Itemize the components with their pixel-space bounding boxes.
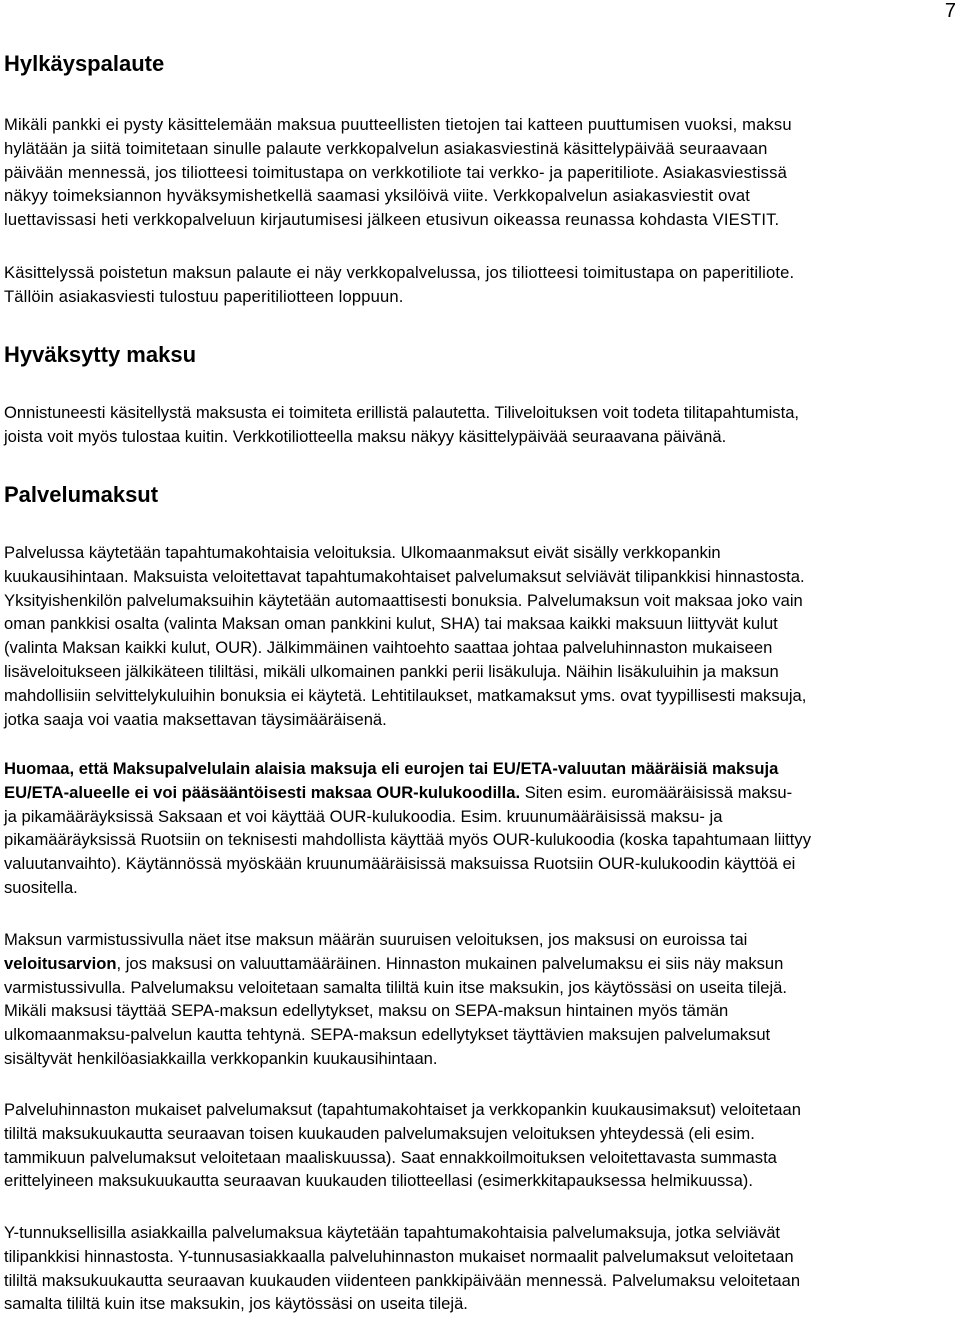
text-line: valuutanvaihto). Käytännössä myöskään kruunumääräisissä maksuissa Ruotsiin OUR-kulukoodin käyttöä ei [4, 854, 796, 874]
text-line: tilipankkisi hinnastosta. Y-tunnusasiakkaalla palveluhinnaston mukaiset normaalit palvelumaksut veloitetaan [4, 1246, 794, 1266]
text-line: varmistussivulla. Palvelumaksu veloitetaan samalta tililtä kuin itse maksukin, jos käytössäsi on useita tilejä. [4, 977, 788, 997]
text-line: Onnistuneesti käsitellystä maksusta ei toimiteta erillistä palautetta. Tiliveloituksen voit todeta tilitapahtumista, [4, 403, 800, 422]
text-line [4, 757, 959, 781]
text-line: joista voit myös tulostaa kuitin. Verkkotiliotteella maksu näkyy käsittelypäivää seuraavana päivänä. [4, 426, 727, 446]
text-line: tililtä maksukuukautta seuraavan toisen kuukauden palvelumaksujen veloituksen yhteydessä (eli esim. [4, 1123, 755, 1143]
text-line: hylätään ja siitä toimitetaan sinulle palaute verkkopalvelun asiakasviestinä käsittelypäivää seuraavaan [4, 138, 768, 158]
text-line: Y-tunnuksellisilla asiakkailla palvelumaksua käytetään tapahtumakohtaisia palvelumaksuja, jotka selviävät [4, 1223, 781, 1242]
text-line: Mikäli pankki ei pysty käsittelemään maksua puutteellisten tietojen tai katteen puuttumisen vuoksi, maksu [4, 115, 792, 134]
text-line: ja pikamääräyksissä Saksaan et voi käyttää OUR-kulukoodia. Esim. kruunumääräisissä maksu- ja [4, 806, 723, 826]
bold-term: veloitusarvion [4, 953, 117, 973]
text-line: näkyy toimeksiannon hyväksymishetkellä saamasi yksilöivä viite. Verkkopalvelun asiakasviestit ovat [4, 186, 751, 206]
text-line: Mikäli maksusi täyttää SEPA-maksun edellytykset, maksu on SEPA-maksun hintainen myös tämän [4, 1001, 729, 1021]
paragraph-palvelumaksut-notice [4, 757, 959, 900]
heading-hylkayspalaute: Hylkäyspalaute [4, 51, 165, 76]
text-line: jotka saaja voi vaatia maksettavan täysimääräisenä. [4, 709, 387, 729]
text-line: Yksityishenkilön palvelumaksuihin käytetään automaattisesti bonuksia. Palvelumaksun voit maksaa joko vain [4, 590, 803, 610]
page-number: 7 [944, 0, 956, 22]
paragraph-palvelumaksut-4 [4, 1098, 959, 1193]
text-line: Käsittelyssä poistetun maksun palaute ei näy verkkopalvelussa, jos tiliotteesi toimitustapa on paperitiliote. [4, 263, 795, 282]
text-line: Maksun varmistussivulla näet itse maksun määrän suuruisen veloituksen, jos maksusi on euroissa tai [4, 930, 748, 949]
text-line: (valinta Maksan kaikki kulut, OUR). Jälkimmäinen vaihtoehto saattaa johtaa palveluhinnaston mukaiseen [4, 638, 773, 658]
text-line [4, 952, 959, 976]
paragraph-palvelumaksut-3 [4, 928, 959, 1071]
text-line: oman pankkisi osalta (valinta Maksan oman pankkini kulut, SHA) tai maksaa kaikki maksuun liittyvät kulut [4, 614, 778, 634]
text-line: päivään mennessä, jos tiliotteesi toimitustapa on verkkotiliote tai verkko- ja paperitiliote. Asiakasviestissä [4, 162, 787, 182]
text-line [4, 781, 959, 805]
text-line: Palveluhinnaston mukaiset palvelumaksut (tapahtumakohtaiset ja verkkopankin kuukausimaksut) veloitetaan [4, 1100, 801, 1119]
paragraph-hyvaksytty-1 [4, 401, 959, 449]
text-line: ulkomaanmaksu-palvelun kautta tehtynä. SEPA-maksun edellytykset täyttävien maksujen palvelumaksut [4, 1025, 771, 1045]
text-line: tammikuun palvelumaksut veloitetaan maaliskuussa). Saat ennakkoilmoituksen veloitettavasta summasta [4, 1147, 777, 1167]
bold-notice: EU/ETA-alueelle ei voi pääsääntöisesti maksaa OUR-kulukoodilla. [4, 782, 521, 802]
text-line: tililtä maksukuukautta seuraavan kuukauden viidenteen pankkipäivään mennessä. Palvelumaksu veloitetaan [4, 1270, 801, 1290]
bold-notice: Huomaa, että Maksupalvelulain alaisia maksuja eli eurojen tai EU/ETA-valuutan määräisiä maksuja [4, 759, 779, 778]
text-fragment: Siten esim. euromääräisissä maksu- [520, 782, 793, 802]
text-line: kuukausihintaan. Maksuista veloitettavat tapahtumakohtaiset palvelumaksut selviävät tilipankkisi hinnastosta. [4, 566, 805, 586]
text-line: luettavissasi heti verkkopalveluun kirjautumisesi jälkeen etusivun oikeassa reunassa kohdasta VIESTIT. [4, 210, 780, 230]
paragraph-hylkays-2 [4, 261, 959, 309]
text-line: lisäveloitukseen jälkikäteen tililtäsi, mikäli ulkomainen pankki perii lisäkuluja. Näihin lisäkuluihin ja maksun [4, 661, 779, 681]
text-fragment: , jos maksusi on valuuttamääräinen. Hinnaston mukainen palvelumaksu ei siis näy maksun [116, 953, 784, 973]
text-line: samalta tililtä kuin itse maksukin, jos käytössäsi on useita tilejä. [4, 1294, 468, 1314]
paragraph-palvelumaksut-1 [4, 541, 959, 731]
text-line: Palvelussa käytetään tapahtumakohtaisia veloituksia. Ulkomaanmaksut eivät sisälly verkkopankin [4, 543, 721, 562]
paragraph-palvelumaksut-5 [4, 1221, 959, 1316]
heading-hyvaksytty-maksu: Hyväksytty maksu [4, 342, 197, 367]
text-line: Tällöin asiakasviesti tulostuu paperitiliotteen loppuun. [4, 286, 404, 306]
paragraph-hylkays-1 [4, 113, 959, 232]
heading-palvelumaksut: Palvelumaksut [4, 482, 159, 507]
text-line: erittelyineen maksukuukautta seuraavan kuukauden tiliotteellasi (esimerkkitapauksessa helmikuussa). [4, 1171, 753, 1191]
text-line: sisältyvät henkilöasiakkailla verkkopankin kuukausihintaan. [4, 1048, 438, 1068]
text-line: suositella. [4, 877, 78, 897]
text-line: mahdollisiin selvittelykuluihin bonuksia ei käytetä. Lehtitilaukset, matkamaksut yms. ovat tyypillisesti maksuja, [4, 685, 807, 705]
text-line: pikamääräyksissä Ruotsiin on teknisesti mahdollista käyttää myös OUR-kulukoodia (koska tapahtumaan liittyy [4, 830, 811, 850]
